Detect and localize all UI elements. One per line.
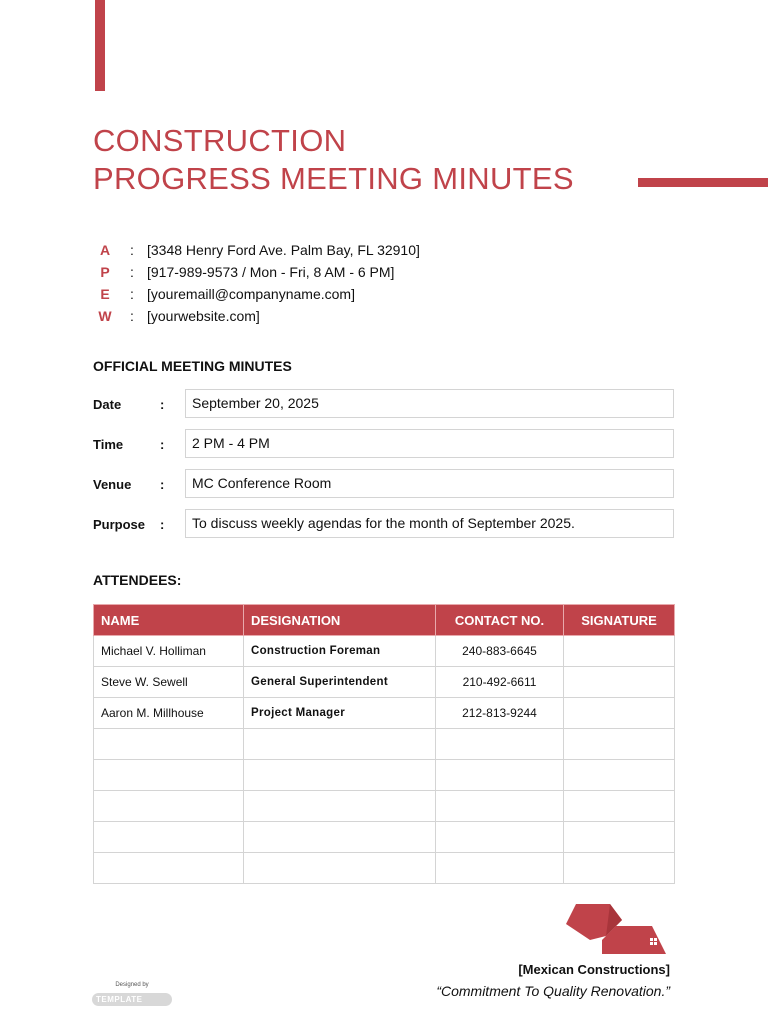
contact-colon: : <box>130 264 134 280</box>
date-label: Date <box>93 397 122 412</box>
title-line-2: PROGRESS MEETING MINUTES <box>93 161 574 196</box>
venue-colon: : <box>160 477 165 492</box>
attendee-contact[interactable]: 210-492-6611 <box>436 667 564 698</box>
attendee-signature[interactable] <box>564 791 675 822</box>
attendee-name[interactable] <box>94 822 244 853</box>
attendee-contact[interactable]: 240-883-6645 <box>436 636 564 667</box>
column-header-name: NAME <box>94 605 244 636</box>
table-row <box>94 822 675 853</box>
company-tagline: “Commitment To Quality Renovation.” <box>436 983 670 999</box>
table-row <box>94 760 675 791</box>
attendee-signature[interactable] <box>564 636 675 667</box>
attendee-designation[interactable] <box>244 729 436 760</box>
attendee-name[interactable]: Michael V. Holliman <box>94 636 244 667</box>
page-title <box>93 122 574 198</box>
attendee-signature[interactable] <box>564 760 675 791</box>
top-accent-bar <box>95 0 105 91</box>
table-header-row <box>94 605 675 636</box>
contact-key: A <box>99 242 111 258</box>
attendee-designation[interactable] <box>244 822 436 853</box>
attendee-designation[interactable] <box>244 760 436 791</box>
contact-colon: : <box>130 242 134 258</box>
attendee-signature[interactable] <box>564 853 675 884</box>
contact-colon: : <box>130 286 134 302</box>
purpose-label: Purpose <box>93 517 146 532</box>
title-accent-bar <box>638 178 768 187</box>
time-label: Time <box>93 437 124 452</box>
contact-key: E <box>100 286 110 302</box>
contact-row-email <box>93 283 420 305</box>
table-row <box>94 729 675 760</box>
attendee-contact[interactable] <box>436 729 564 760</box>
attendee-contact[interactable] <box>436 853 564 884</box>
table-row <box>94 791 675 822</box>
time-field[interactable]: 2 PM - 4 PM <box>185 429 674 458</box>
attendee-name[interactable]: Steve W. Sewell <box>94 667 244 698</box>
attendees-table <box>93 604 675 884</box>
purpose-field[interactable]: To discuss weekly agendas for the month of September 2025. <box>185 509 674 538</box>
column-header-signature: SIGNATURE <box>564 605 675 636</box>
contact-colon: : <box>130 308 134 324</box>
table-row <box>94 698 675 729</box>
contact-row-website <box>93 305 420 327</box>
venue-field[interactable]: MC Conference Room <box>185 469 674 498</box>
attendee-signature[interactable] <box>564 698 675 729</box>
venue-label: Venue <box>93 477 132 492</box>
contact-website: [yourwebsite.com] <box>147 308 260 324</box>
designed-by-label: Designed by <box>115 982 149 988</box>
attendee-signature[interactable] <box>564 822 675 853</box>
contact-row-address <box>93 239 420 261</box>
attendee-contact[interactable]: 212-813-9244 <box>436 698 564 729</box>
attendee-contact[interactable] <box>436 791 564 822</box>
contact-key: P <box>100 264 110 280</box>
contact-key: W <box>98 308 112 324</box>
attendee-designation[interactable]: General Superintendent <box>244 667 436 698</box>
time-colon: : <box>160 437 165 452</box>
attendee-name[interactable] <box>94 760 244 791</box>
attendee-designation[interactable] <box>244 853 436 884</box>
attendee-designation[interactable]: Construction Foreman <box>244 636 436 667</box>
company-name: [Mexican Constructions] <box>518 962 670 977</box>
attendees-heading: ATTENDEES: <box>93 572 182 588</box>
column-header-contact: CONTACT NO. <box>436 605 564 636</box>
date-colon: : <box>160 397 165 412</box>
date-field[interactable]: September 20, 2025 <box>185 389 674 418</box>
purpose-colon: : <box>160 517 165 532</box>
contact-email: [youremaill@companyname.com] <box>147 286 355 302</box>
attendee-name[interactable]: Aaron M. Millhouse <box>94 698 244 729</box>
column-header-designation: DESIGNATION <box>244 605 436 636</box>
attendee-name[interactable] <box>94 853 244 884</box>
contact-block <box>93 239 420 327</box>
table-row <box>94 636 675 667</box>
attendee-signature[interactable] <box>564 667 675 698</box>
title-line-1: CONSTRUCTION <box>93 123 347 158</box>
attendee-signature[interactable] <box>564 729 675 760</box>
contact-row-phone <box>93 261 420 283</box>
attendee-name[interactable] <box>94 791 244 822</box>
attendee-name[interactable] <box>94 729 244 760</box>
table-row <box>94 667 675 698</box>
contact-address: [3348 Henry Ford Ave. Palm Bay, FL 32910] <box>147 242 420 258</box>
contact-phone: [917-989-9573 / Mon - Fri, 8 AM - 6 PM] <box>147 264 395 280</box>
template-brand-badge[interactable]: TEMPLATE <box>92 993 172 1006</box>
table-row <box>94 853 675 884</box>
minutes-heading: OFFICIAL MEETING MINUTES <box>93 358 292 374</box>
attendee-contact[interactable] <box>436 822 564 853</box>
attendee-designation[interactable]: Project Manager <box>244 698 436 729</box>
attendee-designation[interactable] <box>244 791 436 822</box>
house-roof-logo-icon <box>566 900 666 956</box>
attendee-contact[interactable] <box>436 760 564 791</box>
